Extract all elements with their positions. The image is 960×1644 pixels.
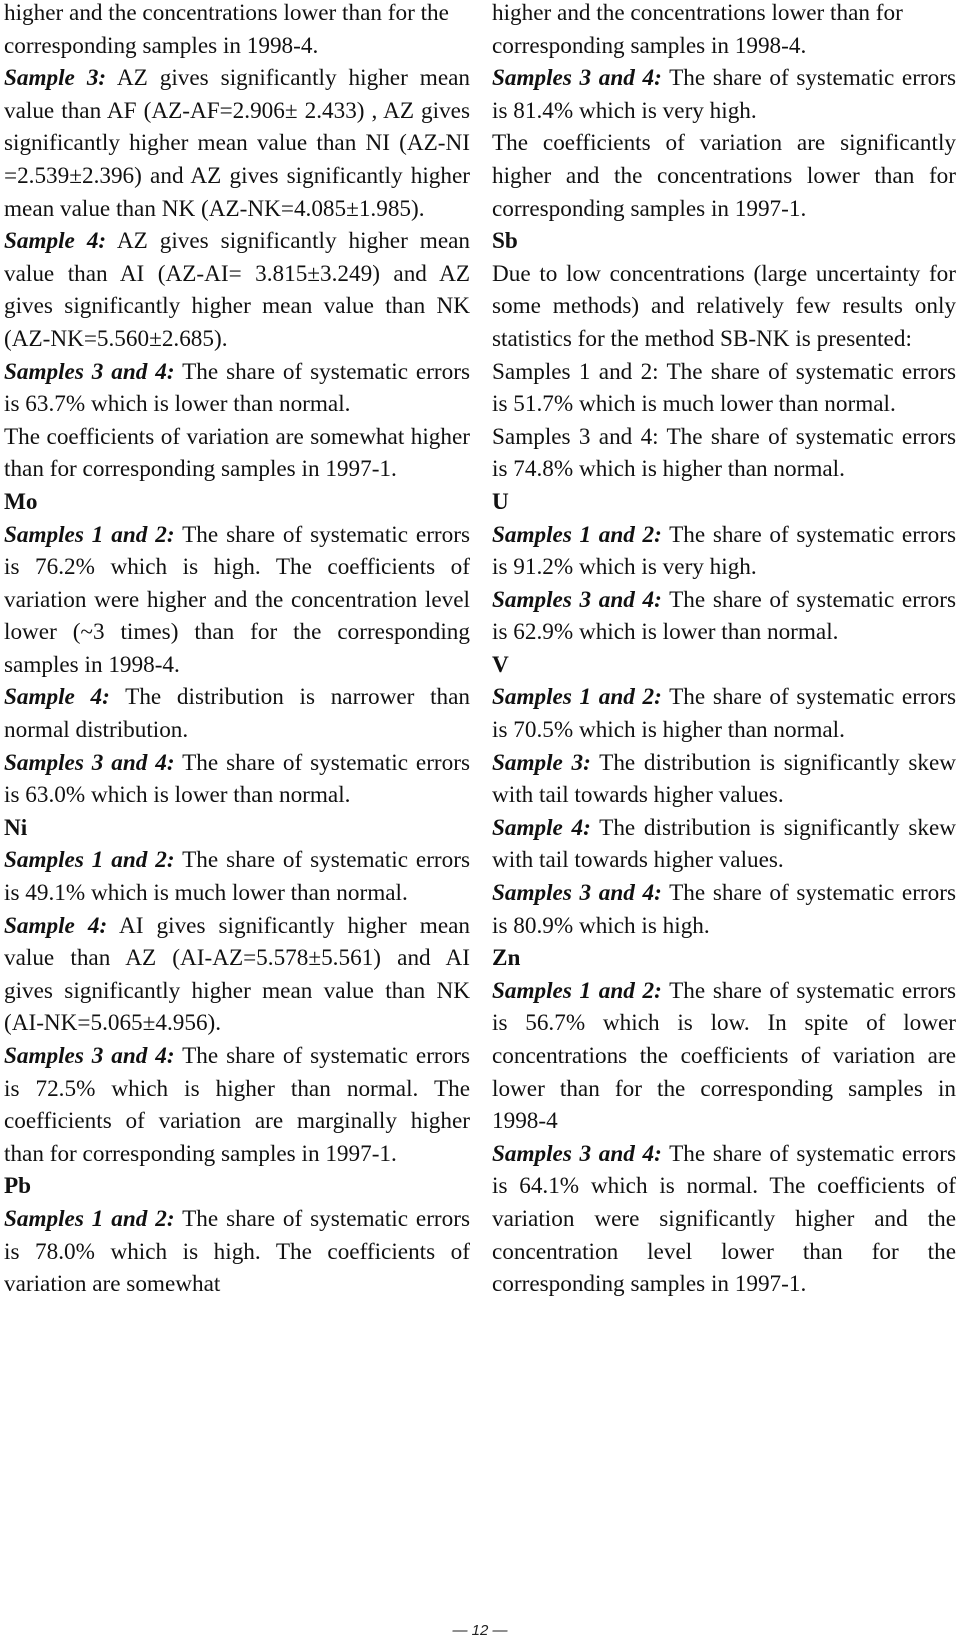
- paragraph-text: The share of systematic errors is 91.2% which is very high.: [492, 521, 956, 581]
- paragraph-text: The share of systematic errors is 63.7% which is lower than normal.: [4, 358, 470, 418]
- sample-label: Samples 3 and 4:: [492, 65, 662, 92]
- paragraph-text: The share of systematic errors is 70.5% which is higher than normal.: [492, 684, 956, 744]
- paragraph-mo-samples-3-4: [4, 747, 470, 812]
- paragraph-v-sample-3: [492, 747, 956, 812]
- paragraph: [492, 0, 956, 62]
- sample-label: Samples 3 and 4:: [4, 749, 175, 776]
- left-column: [4, 0, 470, 1301]
- paragraph-text: The distribution is significantly skew with tail towards higher values.: [492, 749, 956, 809]
- paragraph-text: The share of systematic errors is 76.2% which is high. The coefficients of variation were higher and the concentration level lower (~3 times) than for the corresponding samples in 1998-4.: [4, 521, 470, 678]
- sample-label: Sample 3:: [492, 749, 591, 776]
- paragraph-text: The share of systematic errors is 72.5% which is higher than normal. The coefficients of variation are marginally higher than for corresponding samples in 1997-1.: [4, 1043, 470, 1167]
- section-heading-mo: Mo: [4, 488, 38, 515]
- paragraph-text: Samples 1 and 2: The share of systematic errors is 51.7% which is much lower than normal.: [492, 358, 956, 418]
- paragraph-sb-samples-1-2: [492, 356, 956, 421]
- section-heading-u: U: [492, 488, 509, 515]
- paragraph-zn-samples-3-4: [492, 1138, 956, 1301]
- paragraph-ni-sample-4: [4, 910, 470, 1040]
- section-heading-sb: Sb: [492, 228, 518, 255]
- right-column: [492, 0, 956, 1301]
- paragraph-text: The distribution is narrower than normal distribution.: [4, 684, 471, 744]
- sample-label: Samples 3 and 4:: [4, 1043, 175, 1069]
- paragraph-ni-samples-3-4: [4, 1040, 470, 1170]
- paragraph-text: The share of systematic errors is 81.4% which is very high.: [492, 65, 956, 124]
- sample-label: Samples 1 and 2:: [492, 521, 662, 548]
- paragraph-text: The share of systematic errors is 62.9% which is lower than normal.: [492, 586, 956, 646]
- section-heading-pb: Pb: [4, 1173, 32, 1200]
- paragraph-u-samples-3-4: [492, 584, 956, 649]
- sample-label: Samples 1 and 2:: [4, 1205, 175, 1232]
- sample-label: Samples 3 and 4:: [492, 880, 662, 907]
- paragraph-v-samples-1-2: [492, 681, 956, 746]
- sample-label: Sample 4:: [4, 912, 108, 939]
- paragraph-v-samples-3-4: [492, 877, 956, 942]
- paragraph-text: The share of systematic errors is 56.7% which is low. In spite of lower concentrations the coefficients of variation are lower than for the corresponding samples in 1998-4: [492, 977, 956, 1135]
- paragraph-sample-3: [4, 62, 470, 225]
- sample-label: Samples 1 and 2:: [492, 684, 662, 711]
- paragraph-text: The coefficients of variation are somewhat higher than for corresponding samples in 1997-1.: [4, 423, 470, 483]
- paragraph-sb-samples-3-4: [492, 421, 956, 486]
- paragraph-v-sample-4: [492, 812, 956, 877]
- section-heading-v: V: [492, 651, 509, 678]
- sample-label: Sample 4:: [492, 814, 591, 841]
- paragraph-text: The share of systematic errors is 78.0% which is high. The coefficients of variation are somewhat: [4, 1205, 470, 1298]
- paragraph-mo-sample-4: [4, 681, 470, 746]
- paragraph: [492, 127, 956, 225]
- paragraph: [4, 421, 470, 486]
- paragraph-sb-intro: [492, 258, 956, 356]
- paragraph-zn-samples-1-2: [492, 975, 956, 1138]
- sample-label: Samples 3 and 4:: [4, 358, 175, 385]
- sample-label: Sample 4:: [4, 228, 107, 255]
- sample-label: Samples 1 and 2:: [4, 521, 175, 548]
- sample-label: Sample 4:: [4, 684, 110, 711]
- paragraph-ni-samples-1-2: [4, 844, 470, 909]
- section-heading-zn: Zn: [492, 945, 521, 972]
- paragraph-mo-samples-1-2: [4, 519, 470, 682]
- paragraph-text: higher and the concentrations lower than for the corresponding samples in 1998-4.: [4, 0, 449, 59]
- paragraph-samples-3-4: [4, 356, 470, 421]
- sample-label: Samples 3 and 4:: [492, 586, 662, 613]
- paragraph-u-samples-1-2: [492, 519, 956, 584]
- sample-label: Samples 1 and 2:: [492, 977, 662, 1004]
- paragraph-text: The share of systematic errors is 80.9% which is high.: [492, 880, 956, 939]
- paragraph-sample-4: [4, 225, 470, 355]
- section-heading-ni: Ni: [4, 814, 28, 841]
- paragraph-text: higher and the concentrations lower than for corresponding samples in 1998-4.: [492, 0, 903, 59]
- paragraph-text: The share of systematic errors is 49.1% which is much lower than normal.: [4, 847, 470, 907]
- sample-label: Samples 3 and 4:: [492, 1140, 662, 1167]
- paragraph-text: Samples 3 and 4: The share of systematic errors is 74.8% which is higher than normal.: [492, 423, 956, 483]
- sample-label: Samples 1 and 2:: [4, 847, 175, 874]
- paragraph-text: The distribution is significantly skew with tail towards higher values.: [492, 814, 956, 874]
- page-number: — 12 —: [452, 1622, 508, 1639]
- paragraph-text: The coefficients of variation are significantly higher and the concentrations lower than for corresponding samples in 1997-1.: [492, 130, 956, 222]
- paragraph-text: AI gives significantly higher mean value than AZ (AI-AZ=5.578±5.561) and AI gives significantly higher mean value than NK (AI-NK=5.065±4.956).: [4, 912, 471, 1037]
- paragraph-text: Due to low concentrations (large uncertainty for some methods) and relatively few results only statistics for the method SB-NK is presented:: [492, 260, 956, 352]
- paragraph-text: The share of systematic errors is 64.1% which is normal. The coefficients of variation were significantly higher and the concentration level lower than for the corresponding samples in 1997-1.: [492, 1140, 956, 1298]
- paragraph: [4, 0, 470, 62]
- paragraph-samples-3-4: [492, 62, 956, 127]
- paragraph-text: The share of systematic errors is 63.0% which is lower than normal.: [4, 749, 470, 809]
- paragraph-text: AZ gives significantly higher mean value than AF (AZ-AF=2.906± 2.433) , AZ gives significantly higher mean value than NI (AZ-NI =2.539±2.396) and AZ gives significantly higher mean value than NK (AZ-NK=4.085±1.985).: [4, 65, 470, 222]
- sample-label: Sample 3:: [4, 65, 107, 92]
- paragraph-text: AZ gives significantly higher mean value than AI (AZ-AI= 3.815±3.249) and AZ gives significantly higher mean value than NK (AZ-NK=5.560±2.685).: [4, 228, 470, 352]
- paragraph-pb-samples-1-2: [4, 1203, 470, 1301]
